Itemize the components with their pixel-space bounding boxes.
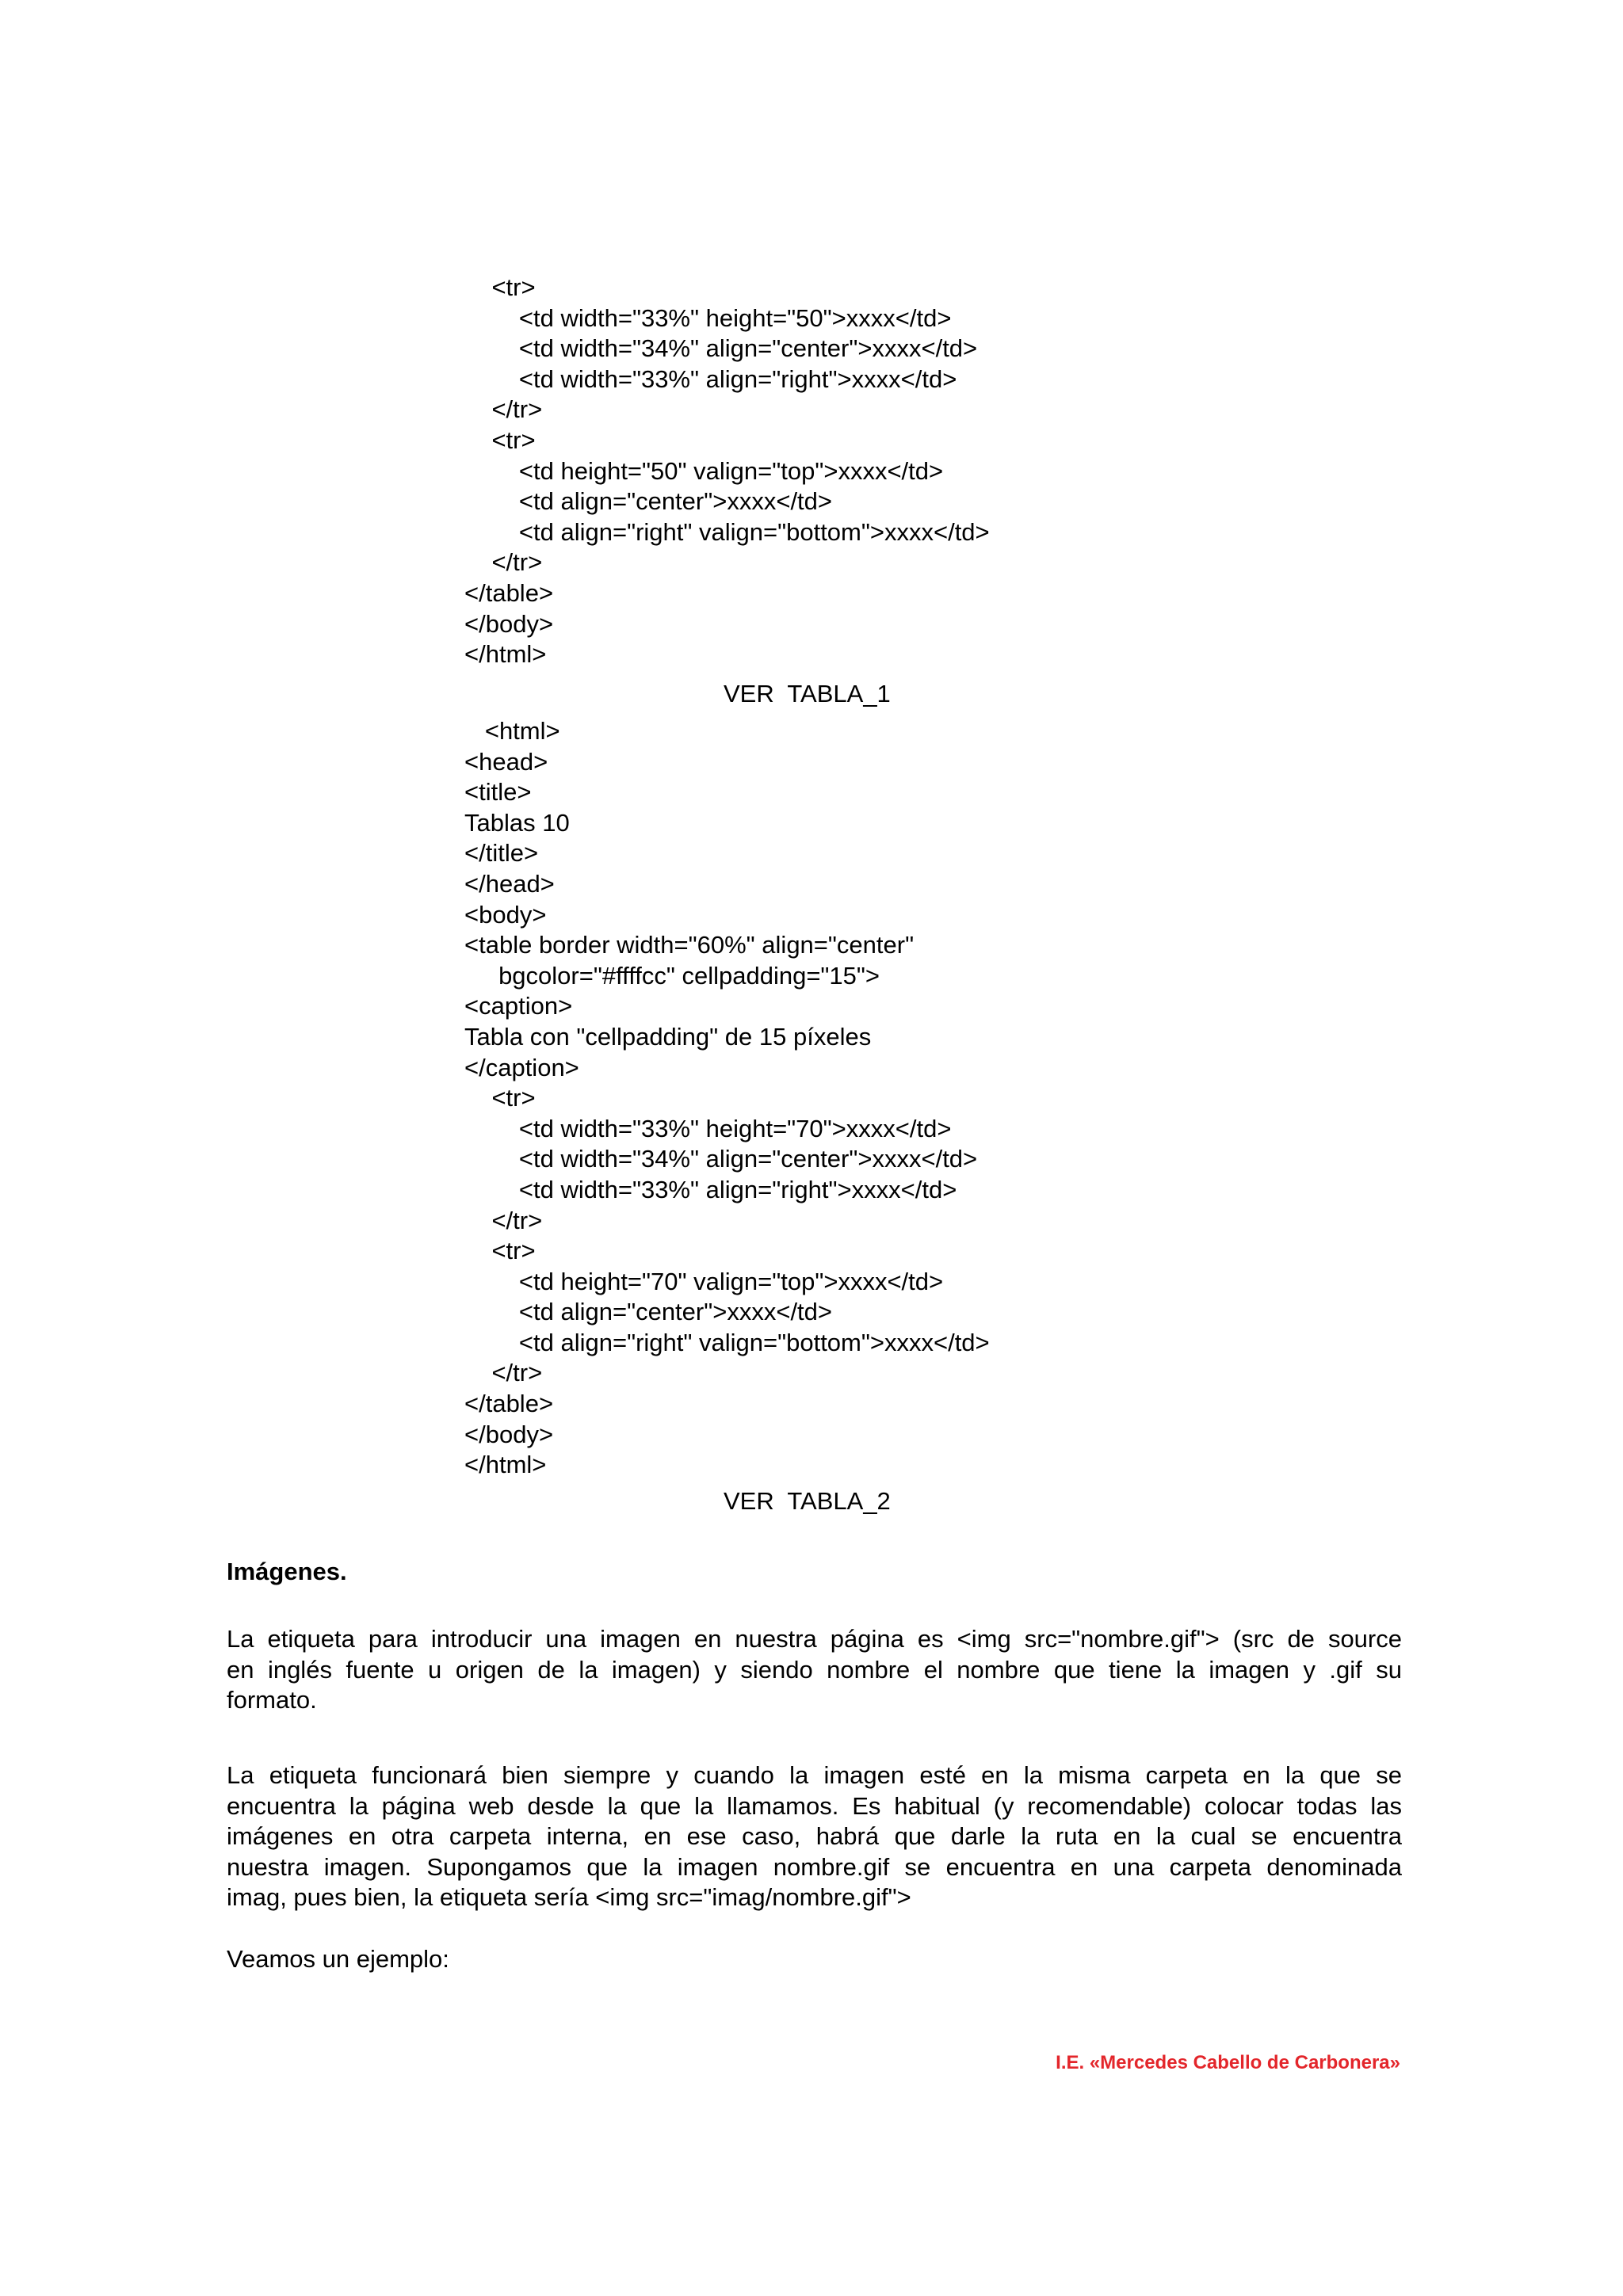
paragraph-img-path: [227, 1760, 1402, 1913]
code-line: <td height="50" valign="top">xxxx</td>: [464, 456, 944, 485]
paragraph-img-tag: [227, 1624, 1402, 1716]
footer-school-name: I.E. «Mercedes Cabello de Carbonera»: [1056, 2052, 1400, 2073]
paragraph-line: formato.: [227, 1686, 317, 1714]
code-line: Tabla con "cellpadding" de 15 píxeles: [464, 1022, 872, 1051]
code-listing-2: [464, 716, 990, 1481]
code-line: <title>: [464, 778, 532, 807]
code-line: </html>: [464, 1451, 547, 1479]
code-line: </body>: [464, 609, 554, 638]
paragraph-example-intro: [227, 1944, 1402, 1975]
code-line: <td align="center">xxxx</td>: [464, 487, 833, 516]
code-line: <td width="34%" align="center">xxxx</td>: [464, 1145, 978, 1173]
code-line: </tr>: [464, 1206, 543, 1234]
section-heading-images: Imágenes.: [227, 1558, 347, 1585]
code-line: <head>: [464, 747, 548, 776]
paragraph-line: imágenes en otra carpeta interna, en ese caso, habrá que darle la ruta en la cual se encuentra: [227, 1822, 1402, 1850]
code-line: <tr>: [464, 1237, 536, 1265]
code-line: </table>: [464, 578, 554, 607]
code-line: <td width="34%" align="center">xxxx</td>: [464, 334, 978, 363]
code-line: <td width="33%" height="50">xxxx</td>: [464, 303, 952, 332]
code-line: </caption>: [464, 1053, 579, 1081]
code-line: <td width="33%" align="right">xxxx</td>: [464, 1175, 957, 1203]
code-line: </tr>: [464, 548, 543, 577]
code-listing-1: [464, 273, 990, 670]
code-line: <td width="33%" height="70">xxxx</td>: [464, 1114, 952, 1142]
see-table-1-label: VER TABLA_1: [724, 680, 891, 707]
code-line: <body>: [464, 900, 547, 929]
paragraph-line: imag, pues bien, la etiqueta sería <img src="imag/nombre.gif">: [227, 1883, 911, 1911]
code-line: </head>: [464, 869, 555, 898]
code-line: <tr>: [464, 425, 536, 454]
code-line: </title>: [464, 839, 539, 868]
code-line: <td align="center">xxxx</td>: [464, 1298, 833, 1326]
code-line: <tr>: [464, 273, 536, 301]
code-line: <td align="right" valign="bottom">xxxx</td>: [464, 517, 990, 546]
paragraph-line: nuestra imagen. Supongamos que la imagen nombre.gif se encuentra en una carpeta denominada: [227, 1852, 1402, 1881]
paragraph-line: La etiqueta funcionará bien siempre y cuando la imagen esté en la misma carpeta en la que se: [227, 1761, 1402, 1789]
code-line: <tr>: [464, 1084, 536, 1112]
paragraph-line: encuentra la página web desde la que la llamamos. Es habitual (y recomendable) colocar todas las: [227, 1791, 1402, 1820]
paragraph-line: Veamos un ejemplo:: [227, 1945, 449, 1973]
code-line: <td height="70" valign="top">xxxx</td>: [464, 1267, 944, 1295]
code-line: </tr>: [464, 1359, 543, 1387]
paragraph-line: La etiqueta para introducir una imagen en nuestra página es <img src="nombre.gif"> (src de source: [227, 1625, 1402, 1653]
see-table-2-label: VER TABLA_2: [724, 1487, 891, 1515]
code-line: Tablas 10: [464, 808, 570, 837]
code-line: <html>: [464, 717, 560, 745]
code-line: </table>: [464, 1390, 554, 1418]
code-line: </body>: [464, 1420, 554, 1448]
code-line: <td align="right" valign="bottom">xxxx</td>: [464, 1328, 990, 1356]
code-line: </tr>: [464, 395, 543, 424]
code-line: </html>: [464, 640, 547, 669]
code-line: <table border width="60%" align="center": [464, 931, 915, 959]
code-line: bgcolor="#ffffcc" cellpadding="15">: [464, 961, 880, 990]
code-line: <td width="33%" align="right">xxxx</td>: [464, 364, 957, 393]
code-line: <caption>: [464, 992, 573, 1020]
paragraph-line: en inglés fuente u origen de la imagen) y siendo nombre el nombre que tiene la imagen y .gif su: [227, 1655, 1402, 1684]
